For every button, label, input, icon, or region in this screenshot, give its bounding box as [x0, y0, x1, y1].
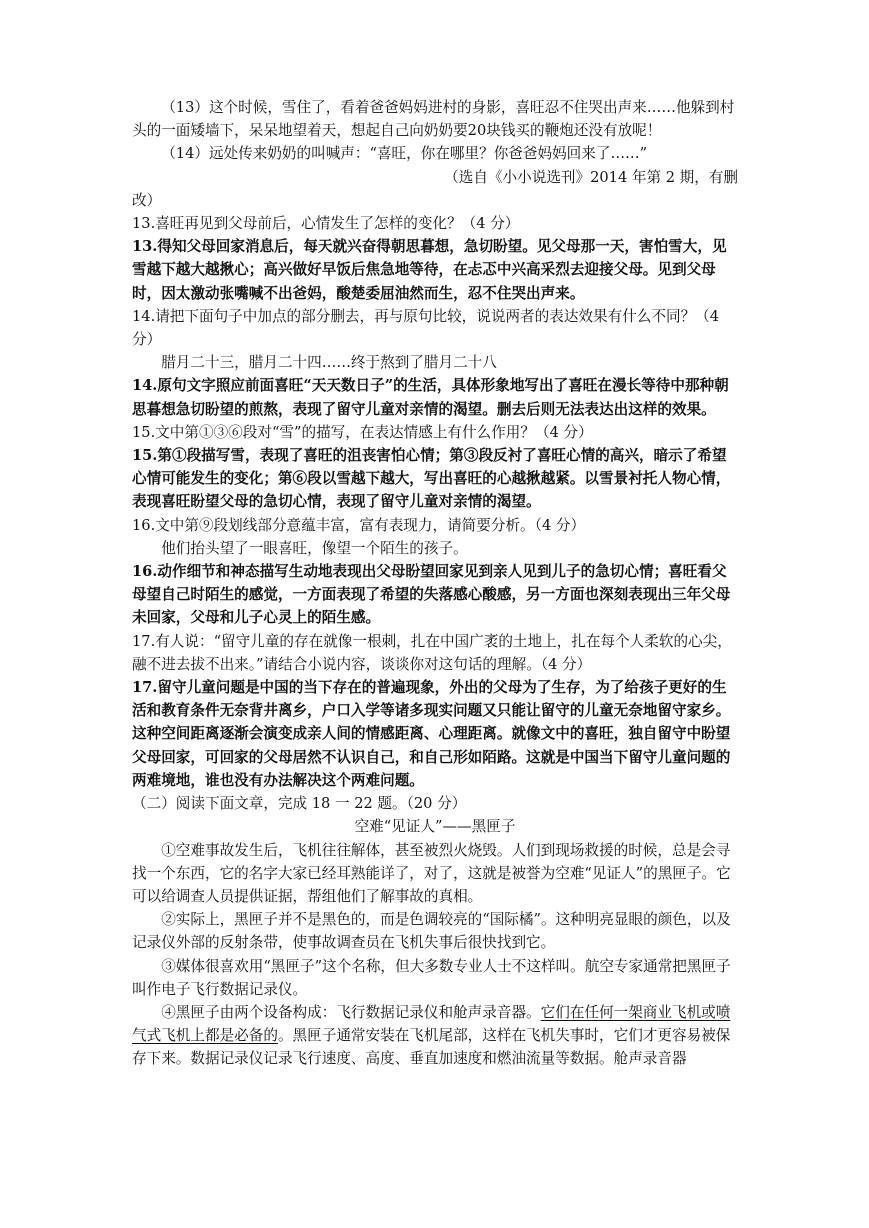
article-paragraph-2: ②实际上，黑匣子并不是黑色的，而是色调较亮的“国际橘”。这种明亮显眼的颜色，以及记录仪外部的反射条带，使事故调查员在飞机失事后很快找到它。: [132, 911, 731, 952]
answer-15: 15.第①段描写雪，表现了喜旺的沮丧害怕心情；第③段反衬了喜旺心情的高兴，暗示了希望心情可能发生的变化；第⑥段以雪越下越大，写出喜旺的心越揪越紧。以雪景衬托人物心情，表现喜旺盼望父母的急切心情，表现了留守儿童对亲情的渴望。: [132, 447, 731, 511]
answer-13: 13.得知父母回家消息后，每天就兴奋得朝思暮想，急切盼望。见父母那一天，害怕雪大，见雪越下越大越揪心；高兴做好早饭后焦急地等待，在忐忑中兴高采烈去迎接父母。见到父母时，因太激动张嘴喊不出爸妈，酸楚委屈油然而生，忍不住哭出声来。: [132, 238, 727, 302]
answer-14: 14.原句文字照应前面喜旺“天天数日子”的生活，具体形象地写出了喜旺在漫长等待中那种朝思暮想急切盼望的煎熬，表现了留守儿童对亲情的渴望。删去后则无法表达出这样的效果。: [132, 377, 729, 418]
article-paragraph-1: ①空难事故发生后，飞机往往解体，甚至被烈火烧毁。人们到现场救援的时候，总是会寻找一个东西，它的名字大家已经耳熟能详了，对了，这就是被誉为空难“见证人”的黑匣子。它可以给调查人员提供证据，帮组他们了解事故的真相。: [132, 841, 731, 905]
question-14: 14.请把下面句子中加点的部分删去，再与原句比较，说说两者的表达效果有什么不同？（4 分）: [132, 307, 720, 349]
document-page: [132, 96, 738, 1071]
article-paragraph-4: [132, 1001, 738, 1071]
article-title: 空难“见证人”——黑匣子: [354, 818, 516, 836]
question-17: 17.有人说：“留守儿童的存在就像一根刺，扎在中国广袤的土地上，扎在每个人柔软的心尖，融不进去拔不出来。”请结合小说内容，谈谈你对这句话的理解。（4 分）: [132, 632, 732, 673]
source-citation: （选自《小小说选刊》2014 年第 2 期，有删: [444, 168, 738, 186]
article-paragraph-4-end: 。黑匣子通常安装在飞机尾部，这样在飞机失事时，它们才更容易被保存下来。数据记录仪记录飞行速度、高度、垂直加速度和燃油流量等数据。舱声录音器: [132, 1027, 731, 1068]
question-15: 15.文中第①③⑥段对“雪”的描写，在表达情感上有什么作用？（4 分）: [132, 423, 593, 441]
story-paragraph-13: （13）这个时候，雪住了，看着爸爸妈妈进村的身影，喜旺忍不住哭出声来……他躲到村头的一面矮墙下，呆呆地望着天，想起自己向奶奶要20块钱买的鞭炮还没有放呢！: [132, 99, 735, 140]
section-2-intro: （二）阅读下面文章，完成 18 一 22 题。（20 分）: [132, 795, 467, 813]
question-14-quote: 腊月二十三，腊月二十四……终于熬到了腊月二十八: [161, 354, 497, 372]
question-16-quote: 他们抬头望了一眼喜旺，像望一个陌生的孩子。: [161, 539, 468, 557]
article-paragraph-3: ③媒体很喜欢用“黑匣子”这个名称，但大多数专业人士不这样叫。航空专家通常把黑匣子叫作电子飞行数据记录仪。: [132, 957, 731, 998]
answer-16: 16.动作细节和神态描写生动地表现出父母盼望回家见到亲人见到儿子的急切心情；喜旺看父母望自己时陌生的感觉，一方面表现了希望的失落感心酸感，另一方面也深刻表现出三年父母未回家，父母和儿子心灵上的陌生感。: [132, 563, 731, 627]
answer-17: 17.留守儿童问题是中国的当下存在的普遍现象，外出的父母为了生存，为了给孩子更好的生活和教育条件无奈背井离乡，户口入学等诸多现实问题又只能让留守的儿童无奈地留守家乡。这种空间距离逐渐会演变成亲人间的情感距离、心理距离。就像文中的喜旺，独自留守中盼望父母回家，可回家的父母居然不认识自己，和自己形如陌路。这就是中国当下留守儿童问题的两难境地，谁也没有办法解决这个两难问题。: [132, 679, 731, 789]
story-paragraph-14: （14）远处传来奶奶的叫喊声：“喜旺，你在哪里？你爸爸妈妈回来了……”: [161, 145, 648, 163]
question-16: 16.文中第⑨段划线部分意蕴丰富，富有表现力，请简要分析。（4 分）: [132, 516, 586, 534]
article-paragraph-4-start: ④黑匣子由两个设备构成：飞行数据记录仪和舱声录音器。: [161, 1003, 541, 1021]
underlined-sentence: 它们在任何一架商业飞机或喷气式飞机上都是必备的: [132, 1003, 731, 1045]
source-citation-continued: 改）: [132, 191, 162, 209]
question-13: 13.喜旺再见到父母前后，心情发生了怎样的变化？（4 分）: [132, 215, 520, 233]
